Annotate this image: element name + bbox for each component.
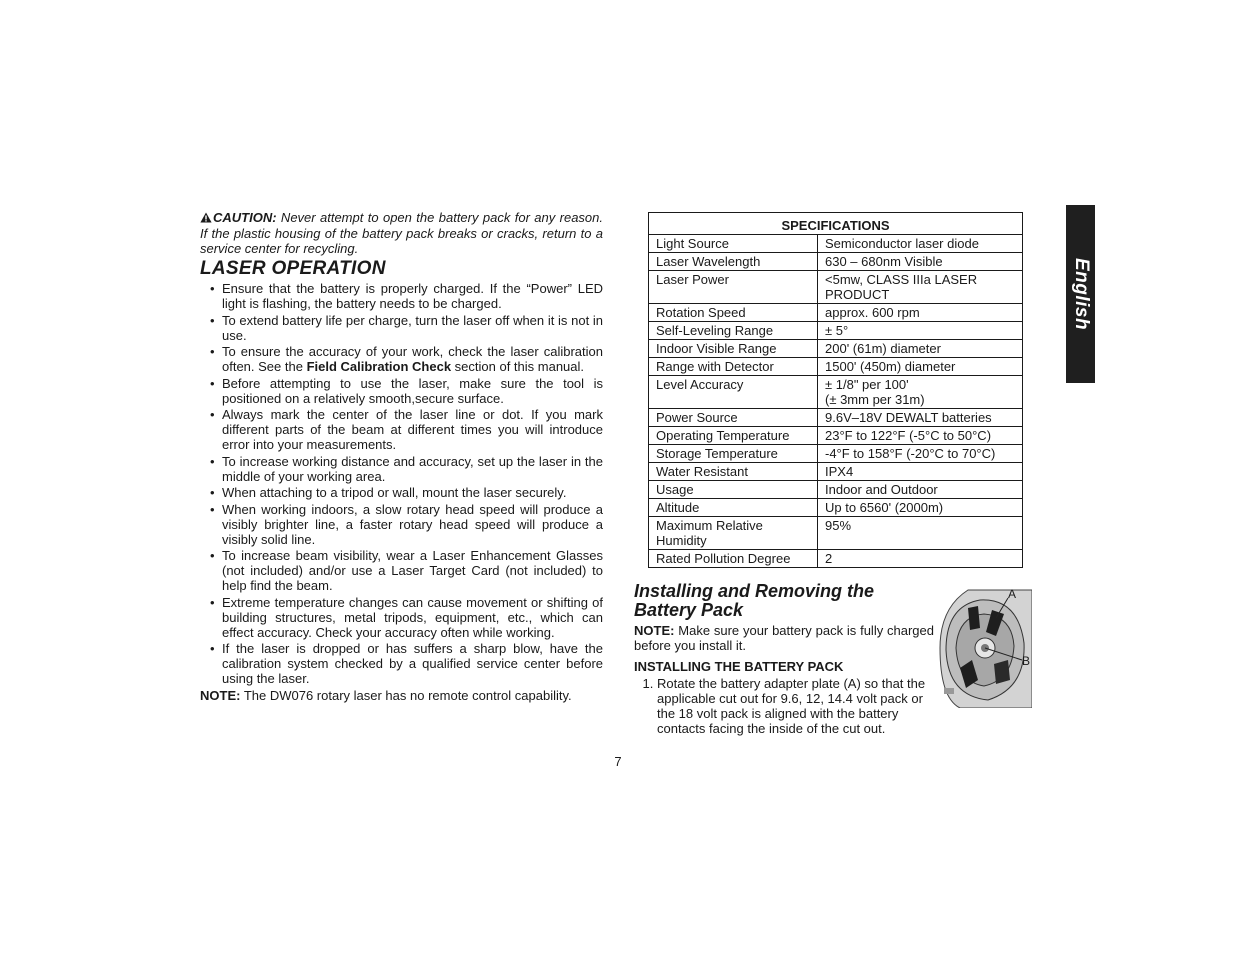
spec-row <box>649 409 1023 427</box>
spec-row <box>649 271 1023 304</box>
laser-operation-item <box>200 502 603 547</box>
laser-operation-item <box>200 641 603 686</box>
spec-row <box>649 445 1023 463</box>
item-text: To ensure the accuracy of your work, check the laser calibration often. See the <box>222 344 603 374</box>
spec-value: Up to 6560' (2000m) <box>818 499 1023 517</box>
spec-label: Operating Temperature <box>649 427 818 445</box>
page-number: 7 <box>614 754 622 769</box>
laser-note-label: NOTE: <box>200 688 241 703</box>
spec-value: ± 5° <box>818 322 1023 340</box>
caution-text: Never attempt to open the battery pack for any reason. If the plastic housing of the battery pack breaks or cracks, return to a service center for recycling. <box>200 210 603 256</box>
laser-operation-item <box>200 281 603 311</box>
spec-value: 23°F to 122°F (-5°C to 50°C) <box>818 427 1023 445</box>
spec-value: 630 – 680nm Visible <box>818 253 1023 271</box>
install-section <box>634 582 934 736</box>
laser-operation-item <box>200 548 603 593</box>
laser-operation-item <box>200 344 603 374</box>
item-text: When attaching to a tripod or wall, mount the laser securely. <box>222 485 567 500</box>
spec-label: Water Resistant <box>649 463 818 481</box>
laser-operation-item <box>200 376 603 406</box>
spec-label: Level Accuracy <box>649 376 818 409</box>
item-text: Before attempting to use the laser, make sure the tool is positioned on a relatively smooth,secure surface. <box>222 375 603 406</box>
spec-label: Storage Temperature <box>649 445 818 463</box>
spec-row <box>649 322 1023 340</box>
install-note <box>634 623 934 653</box>
item-text: To increase working distance and accuracy, set up the laser in the middle of your working area. <box>222 453 603 484</box>
item-text: To extend battery life per charge, turn the laser off when it is not in use. <box>222 312 603 343</box>
laser-operation-item <box>200 485 603 500</box>
spec-label: Altitude <box>649 499 818 517</box>
item-text: To increase beam visibility, wear a Laser Enhancement Glasses (not included) and/or use a Laser Target Card (not included) to help find the beam. <box>222 548 603 593</box>
spec-value: 1500' (450m) diameter <box>818 358 1023 376</box>
spec-label: Laser Power <box>649 271 818 304</box>
figure-label-b: B <box>1022 654 1031 668</box>
item-text: When working indoors, a slow rotary head speed will produce a visibly brighter line, a faster rotary head speed will produce a visibly solid line. <box>222 501 603 547</box>
install-step: 1. Rotate the battery adapter plate (A) so that the applicable cut out for 9.6, 12, 14.4 volt pack or the 18 volt pack is aligned with the battery contacts facing the inside of the cut out. <box>657 676 934 736</box>
install-steps-list <box>634 676 934 736</box>
laser-note-text: The DW076 rotary laser has no remote control capability. <box>240 688 572 703</box>
laser-operation-item <box>200 595 603 640</box>
item-text: Always mark the center of the laser line or dot. If you mark different parts of the beam at different times you will introduce error into your measurements. <box>222 407 603 452</box>
install-note-text: Make sure your battery pack is fully charged before you install it. <box>634 623 934 653</box>
spec-value: 2 <box>818 550 1023 568</box>
item-text: If the laser is dropped or has suffers a sharp blow, have the calibration system checked by a qualified service center before using the laser. <box>222 641 603 686</box>
spec-row <box>649 304 1023 322</box>
install-note-label: NOTE: <box>634 623 675 638</box>
spec-row <box>649 358 1023 376</box>
spec-value: 9.6V–18V DEWALT batteries <box>818 409 1023 427</box>
spec-row <box>649 376 1023 409</box>
language-tab <box>1066 205 1095 383</box>
specifications-table <box>648 212 1023 568</box>
spec-row <box>649 517 1023 550</box>
spec-value: -4°F to 158°F (-20°C to 70°C) <box>818 445 1023 463</box>
specifications-title: SPECIFICATIONS <box>649 213 1023 235</box>
spec-label: Power Source <box>649 409 818 427</box>
battery-adapter-illustration <box>938 588 1032 708</box>
item-text: Extreme temperature changes can cause movement or shifting of building structures, metal tripods, equipment, etc., which can effect accuracy. Check your accuracy often while working. <box>222 594 603 640</box>
spec-row <box>649 253 1023 271</box>
spec-row <box>649 499 1023 517</box>
spec-row <box>649 235 1023 253</box>
item-bold-text: Field Calibration Check <box>306 359 452 374</box>
spec-value: 200' (61m) diameter <box>818 340 1023 358</box>
laser-operation-item <box>200 407 603 452</box>
item-text-tail: section of this manual. <box>451 359 585 374</box>
install-heading: Installing and Removing the Battery Pack <box>634 581 875 620</box>
spec-value: ± 1/8" per 100' (± 3mm per 31m) <box>818 376 1023 409</box>
spec-label: Light Source <box>649 235 818 253</box>
spec-label: Rotation Speed <box>649 304 818 322</box>
spec-row <box>649 550 1023 568</box>
spec-value: approx. 600 rpm <box>818 304 1023 322</box>
spec-row <box>649 427 1023 445</box>
spec-label: Range with Detector <box>649 358 818 376</box>
left-column <box>200 210 603 703</box>
spec-row <box>649 481 1023 499</box>
figure-label-a: A <box>1008 587 1017 601</box>
spec-value: 95% <box>818 517 1023 550</box>
caution-label: CAUTION: <box>213 210 277 225</box>
laser-note <box>200 688 603 703</box>
spec-value: IPX4 <box>818 463 1023 481</box>
spec-row <box>649 463 1023 481</box>
spec-label: Indoor Visible Range <box>649 340 818 358</box>
item-text: Ensure that the battery is properly charged. If the “Power” LED light is flashing, the battery needs to be charged. <box>222 281 603 311</box>
spec-value: <5mw, CLASS IIIa LASER PRODUCT <box>818 271 1023 304</box>
spec-label: Self-Leveling Range <box>649 322 818 340</box>
language-tab-label: English <box>1070 257 1092 331</box>
warning-triangle-icon <box>200 211 212 226</box>
spec-value: Semiconductor laser diode <box>818 235 1023 253</box>
spec-label: Usage <box>649 481 818 499</box>
spec-label: Maximum Relative Humidity <box>649 517 818 550</box>
spec-value: Indoor and Outdoor <box>818 481 1023 499</box>
spec-label: Laser Wavelength <box>649 253 818 271</box>
laser-operation-heading: LASER OPERATION <box>200 258 386 279</box>
battery-adapter-figure <box>938 588 1032 708</box>
spec-row <box>649 340 1023 358</box>
spec-label: Rated Pollution Degree <box>649 550 818 568</box>
laser-operation-item <box>200 454 603 484</box>
caution-paragraph <box>200 210 603 256</box>
laser-operation-list <box>200 281 603 686</box>
install-subheading: INSTALLING THE BATTERY PACK <box>634 659 844 674</box>
specifications-body <box>649 235 1023 568</box>
laser-operation-item <box>200 313 603 343</box>
